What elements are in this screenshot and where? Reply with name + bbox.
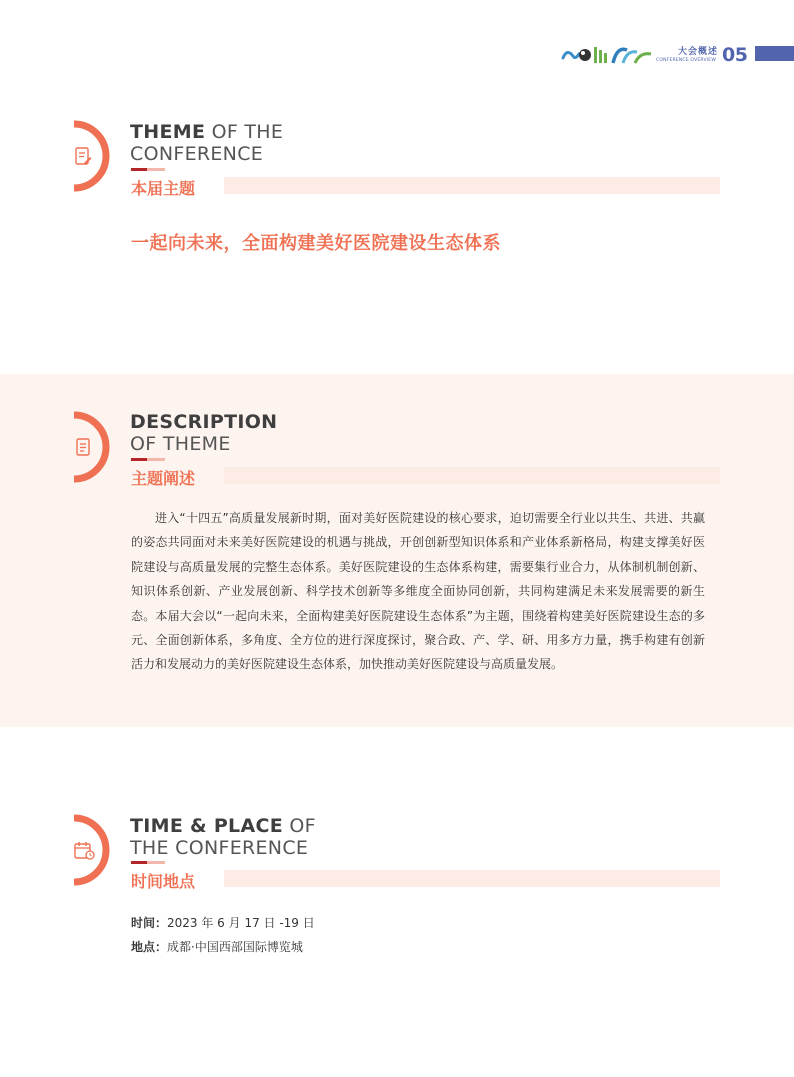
description-title-line2: OF THEME	[130, 433, 231, 455]
place-value: 成都·中国西部国际博览城	[167, 940, 303, 954]
document-icon	[73, 437, 93, 457]
header-accent-bar	[755, 46, 794, 61]
time-line	[131, 914, 315, 931]
description-title	[130, 411, 277, 455]
heading-bar	[224, 177, 720, 194]
place-line	[131, 938, 303, 955]
header-section-cn: 大会概述	[678, 47, 719, 57]
header-section-en: CONFERENCE OVERVIEW	[656, 58, 716, 63]
document-edit-icon	[73, 146, 93, 166]
calendar-icon	[73, 840, 95, 860]
description-title-bold: DESCRIPTION	[130, 411, 278, 433]
theme-title	[130, 121, 283, 165]
theme-title-rest: OF THE	[205, 121, 284, 143]
time-place-title-rest: OF	[282, 815, 316, 837]
conference-logo-icon	[561, 44, 653, 66]
place-label: 地点：	[131, 940, 168, 954]
theme-title-line2: CONFERENCE	[130, 143, 264, 165]
title-underline	[131, 168, 165, 171]
title-underline	[131, 861, 165, 864]
theme-title-bold: THEME	[130, 121, 206, 143]
page-number: 05	[722, 44, 748, 66]
description-heading-cn: 主题阐述	[131, 469, 196, 488]
time-place-heading-cn: 时间地点	[131, 872, 196, 891]
time-place-title	[130, 815, 316, 859]
description-body: 进入“十四五”高质量发展新时期，面对美好医院建设的核心要求，迫切需要全行业以共生、共进、共赢的姿态共同面对未来美好医院建设的机遇与挑战，开创创新型知识体系和产业体系新格局，构建支撑美好医院建设与高质量发展的完整生态体系。美好医院建设的生态体系构建，需要集行业合力，从体制机制创新、知识体系创新、产业发展创新、科学技术创新等多维度全面协同创新，共同构建满足未来发展需要的新生态。本届大会以“一起向未来，全面构建美好医院建设生态体系”为主题，围绕着构建美好医院建设生态的多元、全面创新体系，多角度、全方位的进行深度探讨，聚合政、产、学、研、用多方力量，携手构建有创新活力和发展动力的美好医院建设生态体系，加快推动美好医院建设与高质量发展。	[131, 511, 705, 672]
theme-slogan: 一起向未来，全面构建美好医院建设生态体系	[131, 233, 501, 254]
time-place-title-line2: THE CONFERENCE	[130, 837, 309, 859]
time-place-title-bold: TIME & PLACE	[130, 815, 283, 837]
heading-bar	[224, 870, 720, 887]
time-label: 时间：	[131, 916, 168, 930]
title-underline	[131, 458, 165, 461]
heading-bar	[224, 467, 720, 484]
theme-heading-cn: 本届主题	[131, 179, 196, 198]
time-value: 2023 年 6 月 17 日 -19 日	[167, 916, 315, 930]
